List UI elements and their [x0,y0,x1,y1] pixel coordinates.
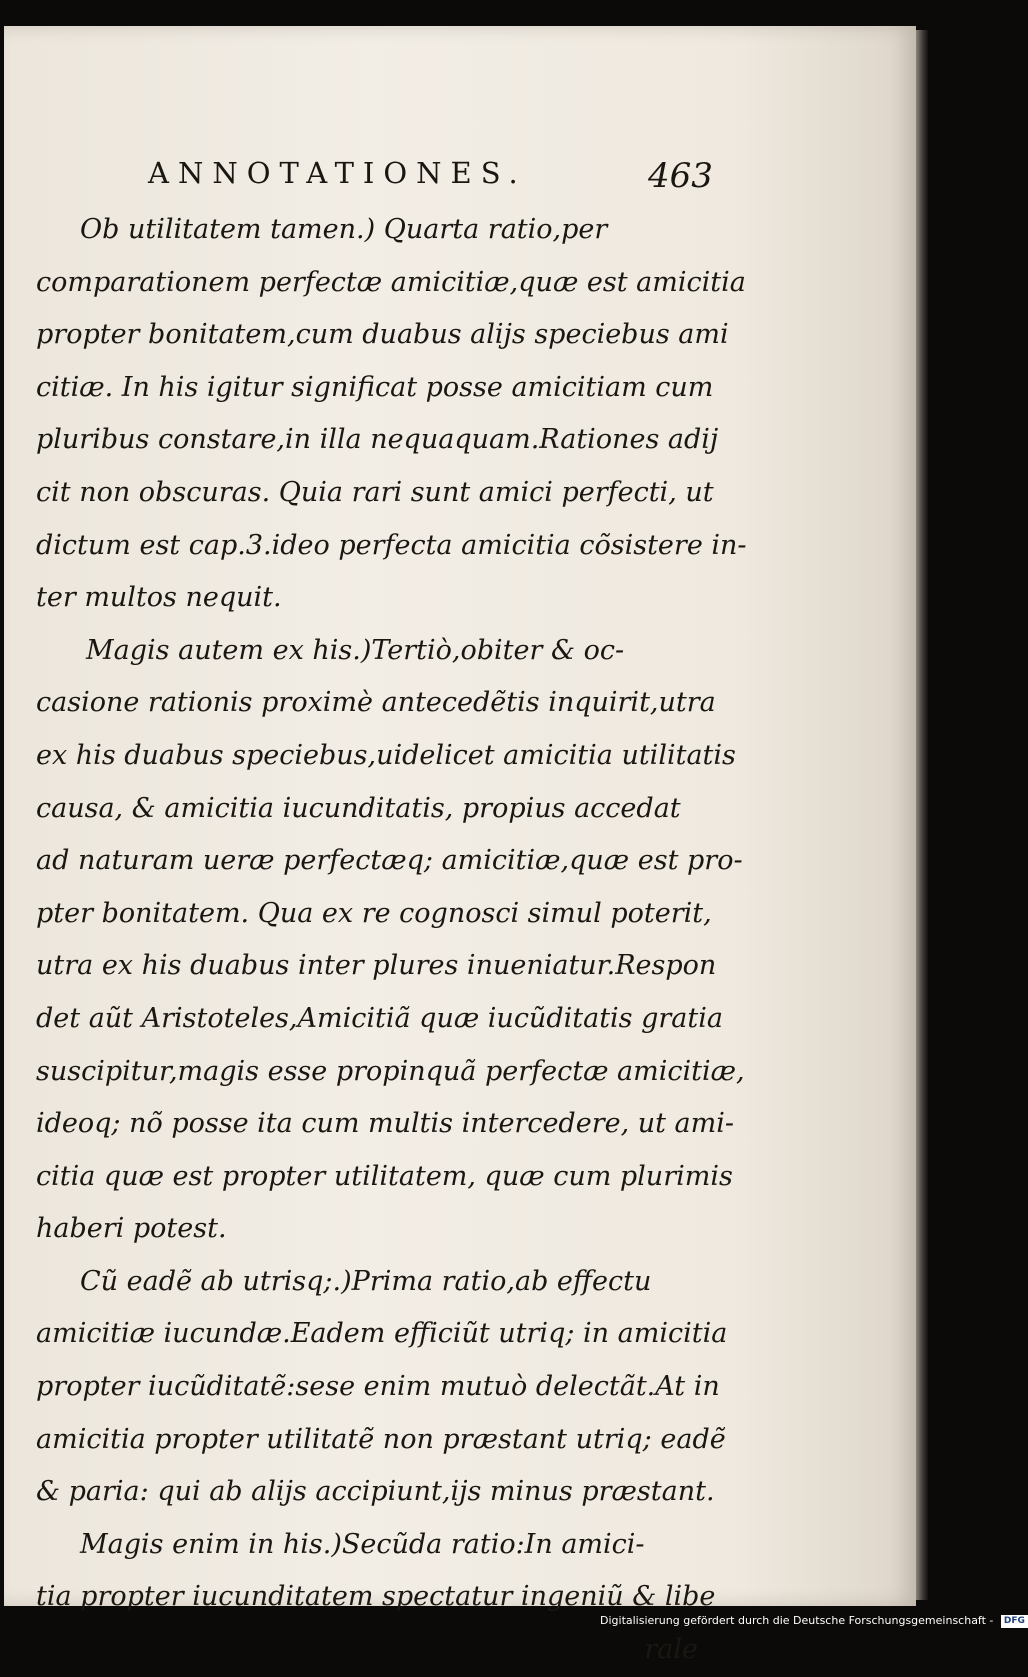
text-line: causa, & amicitia iucunditatis, propius accedat [36,792,681,824]
digitization-credit [600,1612,1025,1630]
text-line: dictum est cap.3.ideo perfecta amicitia cõsistere in- [36,529,747,561]
paragraph-2 [36,625,745,1256]
text-line: & paria: qui ab alijs accipiunt,ijs minus præstant. [36,1476,715,1508]
text-line: amicitiæ iucundæ.Eadem efficiũt utriq; in amicitia [36,1318,728,1350]
text-line: propter bonitatem,cum duabus alijs speciebus ami [36,319,729,351]
text-line: citiæ. In his igitur significat posse amicitiam cum [36,371,714,403]
text-line: pter bonitatem. Qua ex re cognosci simul poterit, [36,897,712,929]
running-title: ANNOTATIONES. [148,156,527,190]
text-line: cit non obscuras. Quia rari sunt amici perfecti, ut [36,476,714,508]
text-line: Ob utilitatem tamen.) Quarta ratio,per [80,214,608,245]
text-line: comparationem perfectæ amicitiæ,quæ est amicitia [36,266,746,298]
text-line: utra ex his duabus inter plures inueniatur.Respon [36,950,717,982]
text-line: haberi potest. [36,1213,227,1245]
paragraph-4 [36,1519,716,1677]
text-block [36,156,747,1677]
text-line: amicitia propter utilitatẽ non præstant utriq; eadẽ [36,1423,726,1455]
paragraph-1 [36,204,747,625]
paragraph-3 [36,1256,728,1519]
text-line: ideoq; nõ posse ita cum multis intercedere, ut ami- [36,1108,735,1140]
text-line: tia propter iucunditatem spectatur ingeniũ & libe [36,1581,716,1613]
text-line: Magis enim in his.)Secũda ratio:In amici- [80,1528,645,1560]
dfg-logo: DFG [1001,1615,1028,1628]
text-line: suscipitur,magis esse propinquã perfectæ amicitiæ, [36,1055,745,1087]
text-line: ad naturam ueræ perfectæq; amicitiæ,quæ est pro- [36,845,743,877]
text-line: ex his duabus speciebus,uidelicet amicitia utilitatis [36,739,736,771]
page-number: 463 [648,156,713,196]
book-edge-shadow [916,30,928,1600]
catchword: rale [644,1634,698,1666]
text-line: det aũt Aristoteles,Amicitiã quæ iucũditatis gratia [36,1002,723,1034]
text-line: casione rationis proximè antecedẽtis inquirit,utra [36,687,716,719]
running-head [36,156,716,204]
credit-text: Digitalisierung gefördert durch die Deutsche Forschungsgemeinschaft - [600,1614,994,1627]
text-line: propter iucũditatẽ:sese enim mutuò delectãt.At in [36,1371,720,1403]
text-line: Magis autem ex his.)Tertiò,obiter & oc- [86,634,625,666]
text-line: pluribus constare,in illa nequaquam.Rationes adij [36,424,719,456]
text-line: citia quæ est propter utilitatem, quæ cum plurimis [36,1160,733,1192]
text-line: ter multos nequit. [36,582,282,614]
text-line: Cũ eadẽ ab utrisq;.)Prima ratio,ab effectu [80,1265,652,1297]
